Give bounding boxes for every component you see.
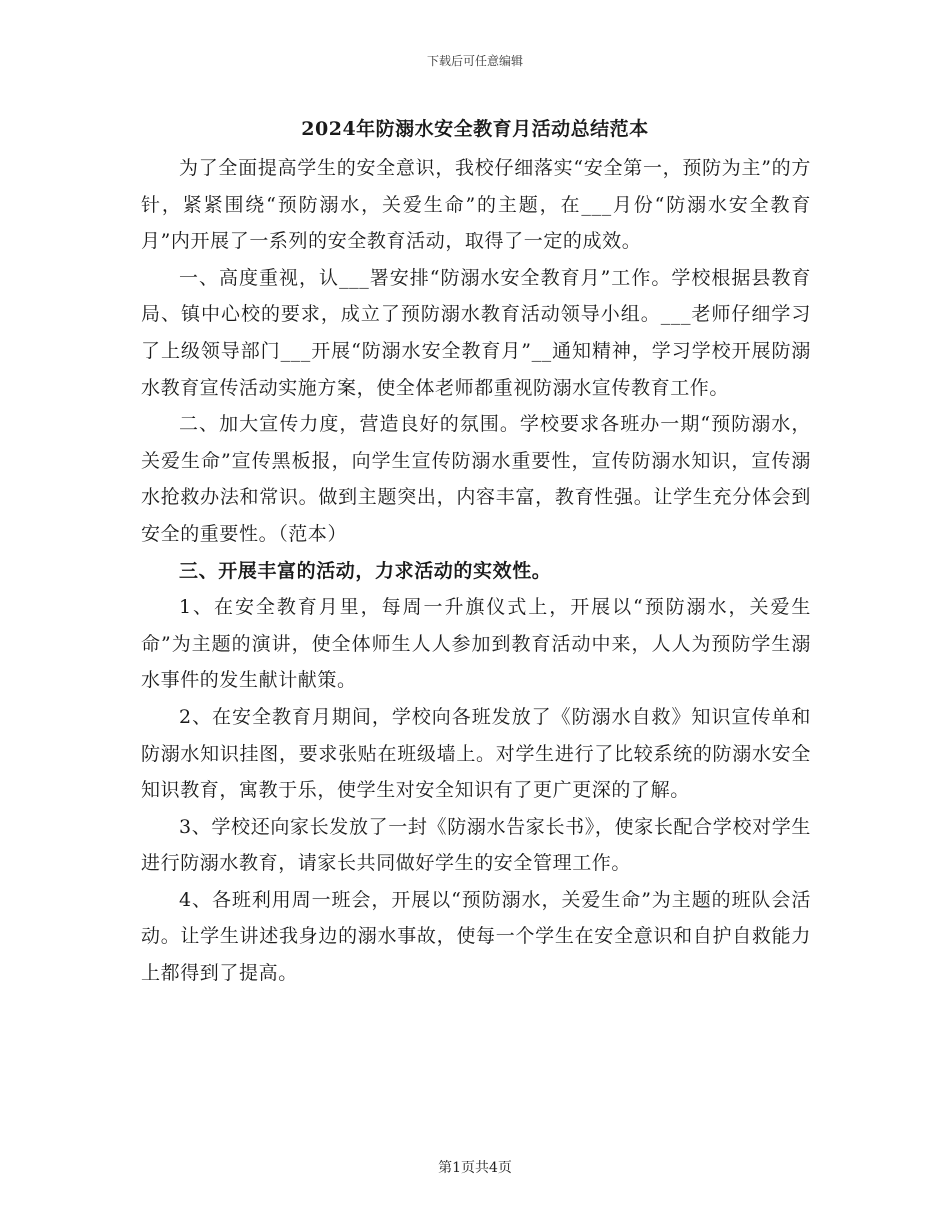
section-one-paragraph: 一、高度重视，认___署安排“防溺水安全教育月”工作。学校根据县教育局、镇中心校的要求，成立了预防溺水教育活动领导小组。___老师仔细学习了上级领导部门___开展“防溺水安全教育月”__通知精神，学习学校开展防溺水教育宣传活动实施方案，使全体老师都重视防溺水宣传教育工作。 — [141, 266, 811, 399]
section-two-paragraph: 二、加大宣传力度，营造良好的氛围。学校要求各班办一期“预防溺水，关爱生命”宣传黑板报，向学生宣传防溺水重要性，宣传防溺水知识，宣传溺水抢救办法和常识。做到主题突出，内容丰富，教育性强。让学生充分体会到安全的重要性。（范本） — [141, 413, 811, 545]
item-one-paragraph: 1、在安全教育月里，每周一升旗仪式上，开展以“预防溺水，关爱生命”为主题的演讲，使全体师生人人参加到教育活动中来，人人为预防学生溺水事件的发生献计献策。 — [141, 596, 811, 692]
section-three-heading: 三、开展丰富的活动，力求活动的实效性。 — [179, 559, 552, 582]
document-title: 2024年防溺水安全教育月活动总结范本 — [301, 118, 649, 140]
page-header-note: 下载后可任意编辑 — [426, 54, 523, 68]
intro-paragraph: 为了全面提高学生的安全意识，我校仔细落实“安全第一，预防为主”的方针，紧紧围绕“预防溺水，关爱生命”的主题，在___月份“防溺水安全教育月”内开展了一系列的安全教育活动，取得了一定的成效。 — [141, 157, 811, 253]
item-three-paragraph: 3、学校还向家长发放了一封《防溺水告家长书》，使家长配合学校对学生进行防溺水教育，请家长共同做好学生的安全管理工作。 — [141, 815, 811, 875]
document-body — [141, 150, 811, 992]
item-two-paragraph: 2、在安全教育月期间，学校向各班发放了《防溺水自救》知识宣传单和防溺水知识挂图，要求张贴在班级墙上。对学生进行了比较系统的防溺水安全知识教育，寓教于乐，使学生对安全知识有了更广更深的了解。 — [141, 705, 811, 802]
page-number-footer: 第1页共4页 — [438, 1160, 512, 1176]
item-four-paragraph: 4、各班利用周一班会，开展以“预防溺水，关爱生命”为主题的班队会活动。让学生讲述我身边的溺水事故，使每一个学生在安全意识和自护自救能力上都得到了提高。 — [141, 888, 811, 985]
